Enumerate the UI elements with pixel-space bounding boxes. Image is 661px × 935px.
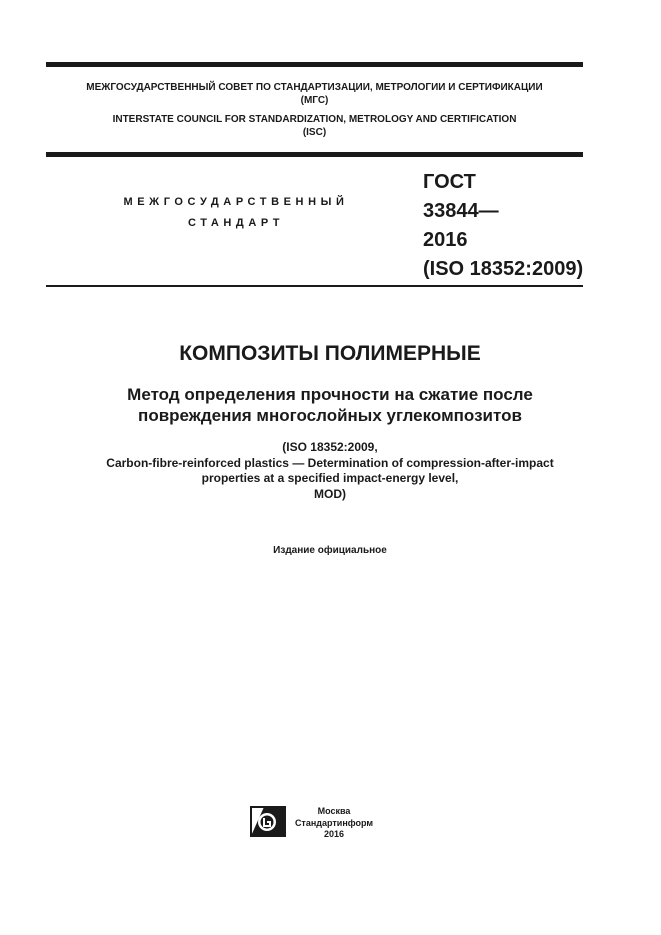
publisher-block	[292, 806, 376, 841]
standard-kind	[100, 192, 372, 234]
standartinform-logo-icon	[250, 806, 286, 837]
middle-rule	[46, 152, 583, 157]
designation-number: 33844—	[423, 200, 499, 222]
subtitle-line1: Метод определения прочности на сжатие после	[127, 385, 533, 404]
council-ru-abbr: (МГС)	[300, 95, 329, 106]
designation-prefix: ГОСТ	[423, 171, 476, 193]
standard-kind-line2: СТАНДАРТ	[187, 217, 285, 229]
publisher-year: 2016	[323, 829, 345, 839]
thin-rule	[46, 285, 583, 287]
edition-label: Издание официальное	[273, 545, 387, 556]
top-rule	[46, 62, 583, 67]
designation-iso: (ISO 18352:2009)	[423, 258, 584, 280]
publisher-city: Москва	[317, 806, 351, 816]
publisher-name: Стандартинформ	[294, 817, 374, 828]
document-subtitle	[46, 384, 614, 426]
iso-reference-line3: properties at a specified impact-energy level,	[201, 471, 459, 485]
council-en-abbr: (ISC)	[302, 127, 327, 138]
subtitle-line2: повреждения многослойных углекомпозитов	[138, 406, 522, 425]
council-en-block	[46, 113, 583, 139]
council-ru-name: МЕЖГОСУДАРСТВЕННЫЙ СОВЕТ ПО СТАНДАРТИЗАЦИИ, МЕТРОЛОГИИ И СЕРТИФИКАЦИИ	[86, 82, 543, 93]
designation-year: 2016	[423, 229, 468, 251]
document-title: КОМПОЗИТЫ ПОЛИМЕРНЫЕ	[179, 342, 481, 365]
standard-designation	[423, 168, 583, 284]
council-ru-block	[46, 81, 583, 107]
iso-reference	[46, 440, 614, 502]
standard-kind-line1: МЕЖГОСУДАРСТВЕННЫЙ	[123, 196, 349, 208]
iso-reference-line4: MOD)	[314, 486, 346, 501]
iso-reference-line1: (ISO 18352:2009,	[282, 440, 378, 454]
iso-reference-line2: Carbon-fibre-reinforced plastics — Determination of compression-after-impact	[106, 455, 554, 470]
council-en-name: INTERSTATE COUNCIL FOR STANDARDIZATION, METROLOGY AND CERTIFICATION	[112, 114, 517, 125]
